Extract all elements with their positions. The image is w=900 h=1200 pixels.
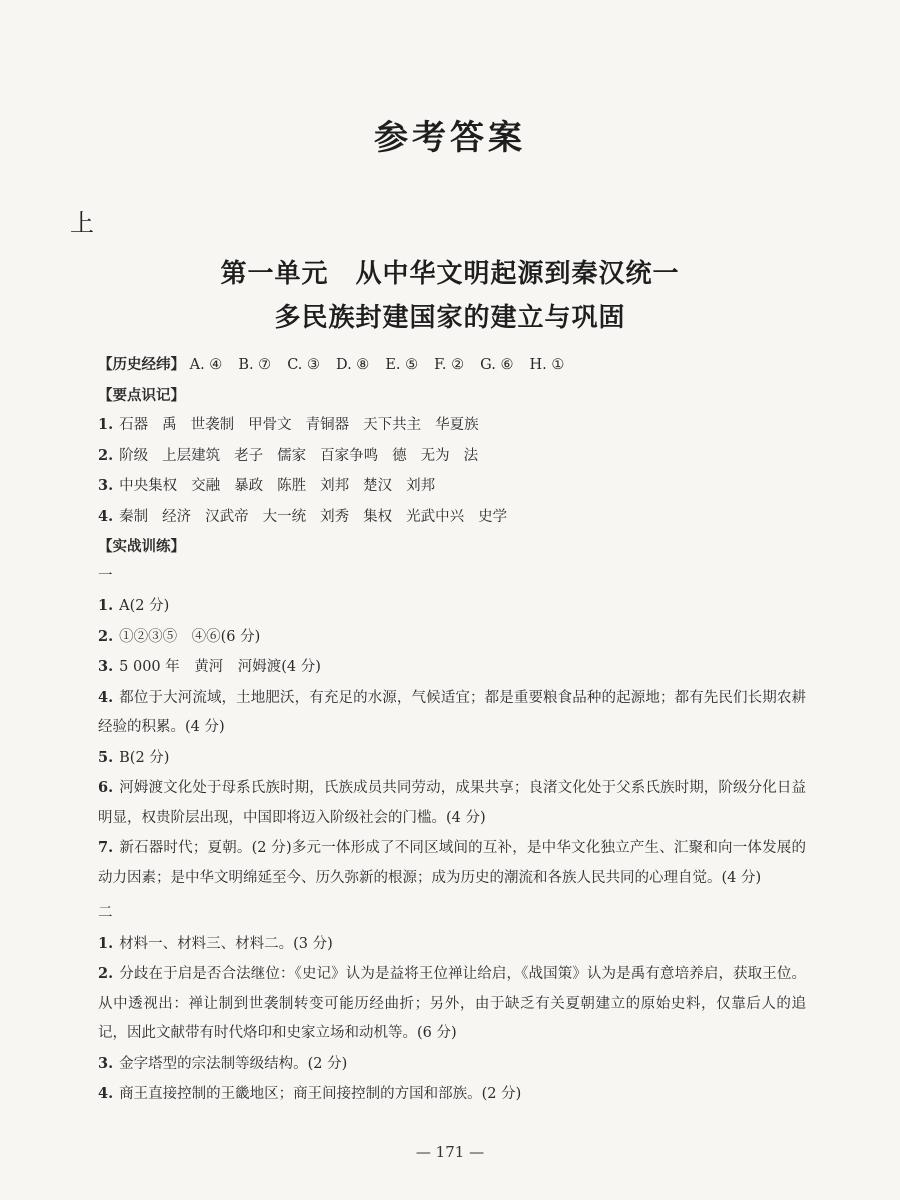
- section-2-list: [98, 929, 806, 1110]
- section-1-list: [98, 591, 806, 893]
- item-number: 2.: [98, 446, 114, 464]
- key-point-word: 华夏族: [435, 417, 479, 433]
- item-number: 4.: [98, 507, 114, 525]
- key-point-word: 中央集权: [119, 478, 178, 494]
- practice-label: 【实战训练】: [98, 538, 185, 555]
- answer-item: [98, 773, 806, 833]
- key-point-word: 世袭制: [190, 417, 235, 433]
- key-point-word: 阶级: [119, 447, 149, 464]
- answer-text: 金字塔型的宗法制等级结构。(2 分): [119, 1055, 348, 1072]
- answer-text: 都位于大河流域，土地肥沃，有充足的水源，气候适宜；都是重要粮食品种的起源地；都有先民们长期农耕经验的积累。(4 分): [98, 689, 806, 735]
- answer-text: A(2 分): [119, 598, 170, 614]
- answer-item: [98, 1079, 806, 1110]
- key-point-word: 楚汉: [363, 478, 393, 494]
- key-point-item: [98, 410, 806, 441]
- key-points-list: [98, 410, 806, 532]
- key-point-word: 刘邦: [406, 478, 436, 494]
- key-point-word: 百家争鸣: [320, 447, 379, 464]
- unit-title-line-1: 第一单元 从中华文明起源到秦汉统一: [220, 259, 680, 289]
- answer-item: [98, 929, 806, 960]
- unit-title-line-2: 多民族封建国家的建立与巩固: [274, 303, 626, 333]
- item-number: 7.: [98, 839, 114, 856]
- answer-item: [98, 591, 806, 622]
- key-point-word: 交融: [191, 478, 221, 494]
- key-points-label: 【要点识记】: [98, 386, 185, 404]
- item-number: 1.: [98, 597, 114, 614]
- answer-item: [98, 1049, 806, 1080]
- history-map-row: [98, 350, 806, 381]
- key-point-word: 刘邦: [320, 478, 350, 494]
- item-number: 1.: [98, 934, 114, 952]
- history-map-answer: E. ⑤: [385, 357, 419, 373]
- answer-text: 商王直接控制的王畿地区；商王间接控制的方国和部族。(2 分): [119, 1086, 522, 1102]
- answer-item: [98, 622, 806, 653]
- answer-text: B(2 分): [119, 749, 170, 766]
- item-number: 3.: [98, 1054, 114, 1072]
- key-point-word: 儒家: [277, 447, 307, 464]
- key-point-word: 刘秀: [320, 508, 350, 525]
- key-point-word: 光武中兴: [406, 508, 465, 525]
- key-point-word: 暴政: [234, 478, 264, 494]
- section-2-label: 二: [98, 905, 113, 921]
- answer-item: [98, 833, 806, 893]
- section-1-label: 一: [98, 567, 113, 584]
- key-point-word: 史学: [478, 508, 508, 525]
- history-map-answer: H. ①: [529, 357, 565, 373]
- key-point-item: [98, 502, 806, 533]
- history-map-answer: G. ⑥: [480, 357, 514, 373]
- item-number: 2.: [98, 965, 114, 982]
- page-title: 参考答案: [374, 118, 526, 158]
- history-map-answer: D. ⑧: [335, 357, 370, 373]
- item-number: 2.: [98, 627, 114, 645]
- key-point-word: 集权: [363, 508, 393, 525]
- item-number: 4.: [98, 1085, 114, 1102]
- answer-text: 新石器时代；夏朝。(2 分)多元一体形成了不同区域间的互补，是中华文化独立产生、汇聚和向一体发展的动力因素；是中华文明绵延至今、历久弥新的根源；成为历史的潮流和各族人民共同的心理自觉。(4 分): [98, 840, 806, 886]
- key-point-word: 德: [392, 447, 407, 464]
- key-point-word: 经济: [162, 508, 192, 525]
- answer-text: 分歧在于启是否合法继位：《史记》认为是益将王位禅让给启，《战国策》认为是禹有意培养启，获取王位。从中透视出：禅让制到世袭制转变可能历经曲折；另外，由于缺乏有关夏朝建立的原始史料，仅靠后人的追记，因此文献带有时代烙印和史家立场和动机等。(6 分): [98, 966, 806, 1041]
- key-point-word: 石器: [119, 417, 149, 433]
- key-point-word: 法: [463, 447, 479, 464]
- answer-text: ①②③⑤ ④⑥(6 分): [119, 628, 261, 645]
- key-point-word: 青铜器: [305, 417, 350, 433]
- volume-label: 上: [70, 209, 94, 237]
- item-number: 3.: [98, 658, 114, 675]
- answer-text: 河姆渡文化处于母系氏族时期，氏族成员共同劳动，成果共享；良渚文化处于父系氏族时期，阶级分化日益明显，权贵阶层出现，中国即将迈入阶级社会的门槛。(4 分): [98, 780, 806, 826]
- history-map-answer: B. ⑦: [238, 357, 272, 373]
- history-map-answer: C. ③: [287, 357, 320, 373]
- key-point-word: 甲骨文: [248, 417, 292, 433]
- item-number: 5.: [98, 748, 114, 766]
- history-map-answer: A. ④: [189, 357, 223, 373]
- answer-content: [98, 350, 806, 1110]
- answer-text: 5 000 年 黄河 河姆渡(4 分): [119, 659, 321, 675]
- answer-item: [98, 652, 806, 683]
- key-point-word: 大一统: [262, 508, 307, 525]
- key-point-word: 汉武帝: [205, 508, 249, 525]
- key-point-word: 天下共主: [363, 417, 422, 433]
- key-point-item: [98, 441, 806, 472]
- history-map-answers: [190, 357, 581, 373]
- key-point-word: 无为: [420, 447, 450, 464]
- answer-item: [98, 959, 806, 1049]
- history-map-label: 【历史经纬】: [98, 356, 185, 373]
- key-point-item: [98, 471, 806, 502]
- answer-item: [98, 743, 806, 774]
- item-number: 4.: [98, 688, 114, 706]
- key-point-word: 老子: [234, 447, 264, 464]
- key-point-word: 上层建筑: [162, 447, 221, 464]
- page-number: — 171 —: [415, 1143, 485, 1161]
- item-number: 6.: [98, 779, 114, 796]
- item-number: 1.: [98, 416, 114, 433]
- key-point-word: 秦制: [119, 508, 149, 525]
- key-point-word: 禹: [162, 417, 177, 433]
- history-map-answer: F. ②: [434, 357, 465, 373]
- item-number: 3.: [98, 477, 114, 494]
- answer-item: [98, 683, 806, 743]
- key-point-word: 陈胜: [277, 478, 307, 494]
- answer-text: 材料一、材料三、材料二。(3 分): [119, 935, 333, 952]
- unit-title: [0, 252, 900, 340]
